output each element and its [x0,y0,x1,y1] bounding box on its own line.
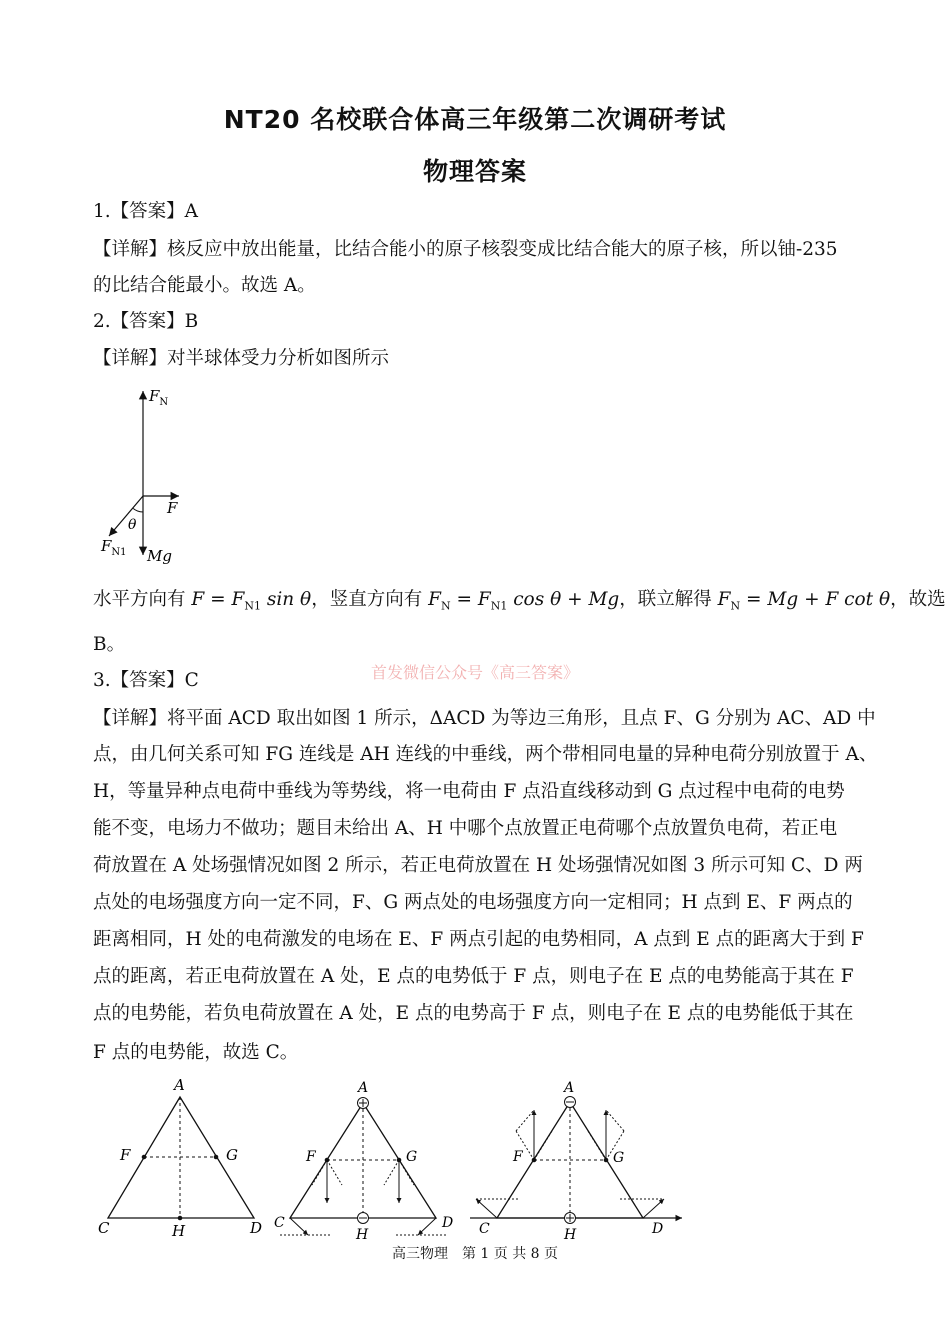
q2-force-diagram [95,383,205,573]
q3-answer: 3.【答案】C [93,670,199,691]
svg-text:C: C [479,1221,490,1237]
svg-text:G: G [406,1149,418,1165]
svg-text:G: G [226,1146,238,1164]
svg-text:H: H [564,1227,577,1243]
svg-text:G: G [613,1150,625,1166]
label-fn1: $F_{N1}$ [101,537,127,558]
figure-1 [98,1076,262,1240]
page-subtitle: 物理答案 [422,157,527,186]
q1-answer: 1.【答案】A [93,201,199,222]
q3-line-3: H，等量异种点电荷中垂线为等势线，将一电荷由 F 点沿直线移动到 G 点过程中电荷的电势 [93,781,845,802]
q2-tail: B。 [93,634,126,655]
label-theta: θ [128,517,137,533]
page-footer: 高三物理 第 1 页 共 8 页 [391,1246,559,1262]
label-fn: $F_N$ [149,387,169,408]
q3-line-8: 点的距离，若正电荷放置在 A 处，E 点的电势低于 F 点，则电子在 E 点的电势能高于其在 F [93,966,854,987]
q1-detail-line-2: 的比结合能最小。故选 A。 [93,275,316,296]
svg-text:A: A [358,1080,369,1096]
q2-equation-line: 水平方向有 $F = F_{N1}$ sin θ，竖直方向有 $F_N = F_{N1}$ cos θ + Mg，联立解得 $F_N = Mg + F$ cot θ，故选 [93,589,946,613]
svg-text:D: D [652,1221,664,1237]
svg-text:D: D [442,1215,454,1231]
q3-figures [90,1075,700,1245]
svg-text:F: F [513,1149,523,1165]
eq-vertical: $F_N = F_{N1}$ cos θ + Mg [428,589,620,613]
label-f: F [167,499,178,517]
q3-line-1: 【详解】将平面 ACD 取出如图 1 所示，ΔACD 为等边三角形，且点 F、G 分别为 AC、AD 中 [93,708,876,729]
page-title: NT20 名校联合体高三年级第二次调研考试 [223,105,727,134]
q3-line-6: 点处的电场强度方向一定不同，F、G 两点处的电场强度方向一定相同；H 点到 E、F 两点的 [93,892,853,913]
svg-text:D: D [250,1219,263,1237]
svg-text:C: C [98,1219,110,1237]
svg-text:H: H [356,1227,369,1243]
theta-arc [133,508,143,512]
q3-line-9: 点的电势能，若负电荷放置在 A 处，E 点的电势高于 F 点，则电子在 E 点的电势能低于其在 [93,1003,854,1024]
figure-3 [470,1080,682,1243]
q3-line-10: F 点的电势能，故选 C。 [93,1042,299,1063]
q2-answer: 2.【答案】B [93,311,199,332]
watermark: 首发微信公众号《高三答案》 [370,663,579,682]
q3-line-7: 距离相同，H 处的电荷激发的电场在 E、F 两点引起的电势相同，A 点到 E 点的距离大于到 F [93,929,864,950]
eq-solution: $F_N = Mg + F$ cot θ [717,589,891,613]
svg-text:F: F [306,1149,316,1165]
fn1-force-arrow [109,496,143,536]
q1-detail-line-1: 【详解】核反应中放出能量，比结合能小的原子核裂变成比结合能大的原子核，所以铀-235 [93,239,838,260]
q2-detail-intro: 【详解】对半球体受力分析如图所示 [93,348,390,369]
figure-2 [274,1080,453,1243]
q3-line-5: 荷放置在 A 处场强情况如图 2 所示，若正电荷放置在 H 处场强情况如图 3 所示可知 C、D 两 [93,855,863,876]
label-mg: Mg [147,547,172,565]
eq-horizontal: $F = F_{N1}$ sin θ [191,589,312,613]
svg-text:H: H [172,1222,186,1240]
svg-text:C: C [274,1215,285,1231]
svg-text:A: A [564,1080,575,1096]
svg-text:A: A [174,1076,185,1094]
q3-line-4: 能不变，电场力不做功；题目未给出 A、H 中哪个点放置正电荷哪个点放置负电荷，若正电 [93,818,838,839]
svg-text:F: F [120,1146,131,1164]
q3-line-2: 点，由几何关系可知 FG 连线是 AH 连线的中垂线，两个带相同电量的异种电荷分别放置于 A、 [93,744,878,765]
